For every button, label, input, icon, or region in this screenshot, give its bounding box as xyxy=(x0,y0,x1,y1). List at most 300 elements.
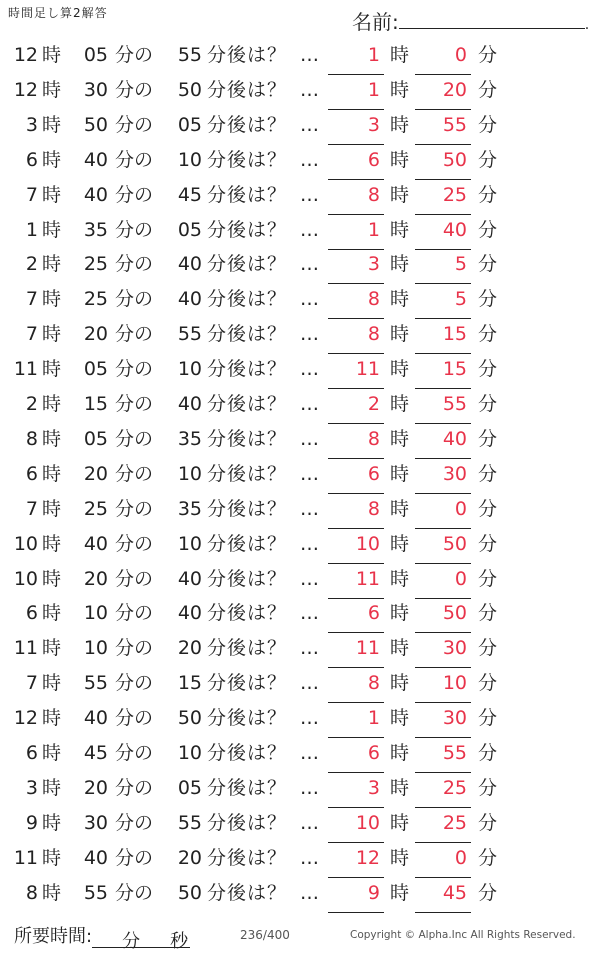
minute-label: 分 xyxy=(478,393,498,415)
minute-of-label: 分の xyxy=(115,183,154,206)
start-minute: 25 xyxy=(83,253,108,276)
start-minute: 30 xyxy=(83,78,108,101)
problem-row xyxy=(0,806,600,841)
after-label: 分後は？ xyxy=(207,846,288,869)
problem-row xyxy=(0,143,600,178)
answer-minute[interactable]: 30 xyxy=(415,457,471,494)
minute-of-label: 分の xyxy=(115,846,154,869)
start-hour: 8 xyxy=(25,881,38,904)
hour-label: 時 xyxy=(42,427,62,450)
hour-label: 時 xyxy=(390,323,410,346)
minute-label: 分 xyxy=(478,742,498,764)
after-label: 分後は？ xyxy=(207,288,288,311)
minute-label: 分 xyxy=(478,218,498,241)
hour-label: 時 xyxy=(42,881,62,904)
minute-of-label: 分の xyxy=(115,253,154,276)
name-label: 名前: xyxy=(352,10,399,34)
added-minutes: 05 xyxy=(177,776,202,799)
hour-label: 時 xyxy=(42,113,62,136)
hour-label: 時 xyxy=(390,637,410,660)
ellipsis: … xyxy=(300,323,319,346)
problem-row xyxy=(0,841,600,876)
start-hour: 12 xyxy=(13,707,38,730)
second-unit: 秒 xyxy=(170,931,189,952)
start-hour: 9 xyxy=(25,811,38,834)
hour-label: 時 xyxy=(390,113,410,136)
hour-label: 時 xyxy=(390,776,410,799)
minute-label: 分 xyxy=(478,672,498,695)
hour-label: 時 xyxy=(42,742,62,764)
hour-label: 時 xyxy=(42,323,62,346)
start-hour: 8 xyxy=(25,427,38,450)
answer-minute[interactable]: 50 xyxy=(415,596,471,633)
start-hour: 11 xyxy=(13,637,38,660)
after-label: 分後は？ xyxy=(207,78,288,101)
after-label: 分後は？ xyxy=(207,183,288,206)
minute-of-label: 分の xyxy=(115,567,154,590)
added-minutes: 10 xyxy=(177,358,202,381)
hour-label: 時 xyxy=(390,602,410,625)
start-hour: 6 xyxy=(25,462,38,485)
hour-label: 時 xyxy=(42,567,62,590)
start-hour: 10 xyxy=(13,532,38,555)
added-minutes: 50 xyxy=(177,881,202,904)
hour-label: 時 xyxy=(42,532,62,555)
hour-label: 時 xyxy=(390,358,410,381)
minute-of-label: 分の xyxy=(115,811,154,834)
answer-hour[interactable]: 8 xyxy=(328,666,384,703)
start-minute: 20 xyxy=(83,776,108,799)
minute-label: 分 xyxy=(478,288,498,311)
start-minute: 20 xyxy=(83,567,108,590)
answer-minute[interactable]: 50 xyxy=(415,527,471,564)
start-minute: 40 xyxy=(83,183,108,206)
minute-unit: 分 xyxy=(122,931,141,952)
added-minutes: 50 xyxy=(177,707,202,730)
answer-hour[interactable]: 12 xyxy=(328,841,384,878)
added-minutes: 10 xyxy=(177,462,202,485)
ellipsis: … xyxy=(300,672,319,695)
ellipsis: … xyxy=(300,218,319,241)
start-hour: 2 xyxy=(25,253,38,276)
minute-label: 分 xyxy=(478,78,498,101)
ellipsis: … xyxy=(300,253,319,276)
start-hour: 7 xyxy=(25,323,38,346)
added-minutes: 20 xyxy=(177,846,202,869)
hour-label: 時 xyxy=(42,497,62,520)
answer-minute[interactable]: 15 xyxy=(415,317,471,354)
problem-row xyxy=(0,666,600,701)
answer-hour[interactable]: 10 xyxy=(328,806,384,843)
minute-label: 分 xyxy=(478,881,498,904)
start-minute: 40 xyxy=(83,532,108,555)
answer-minute[interactable]: 0 xyxy=(415,841,471,878)
answer-minute[interactable]: 0 xyxy=(415,38,471,75)
start-hour: 11 xyxy=(13,358,38,381)
copyright-notice: Copyright © Alpha.Inc All Rights Reserved. xyxy=(350,929,576,941)
minute-of-label: 分の xyxy=(115,288,154,311)
ellipsis: … xyxy=(300,427,319,450)
start-hour: 7 xyxy=(25,497,38,520)
answer-minute[interactable]: 10 xyxy=(415,666,471,703)
ellipsis: … xyxy=(300,183,319,206)
problem-row xyxy=(0,247,600,282)
start-minute: 55 xyxy=(83,881,108,904)
answer-hour[interactable]: 2 xyxy=(328,387,384,424)
added-minutes: 55 xyxy=(177,44,202,66)
answer-minute[interactable]: 0 xyxy=(415,562,471,599)
answer-hour[interactable]: 8 xyxy=(328,492,384,529)
answer-hour[interactable]: 6 xyxy=(328,596,384,633)
hour-label: 時 xyxy=(390,567,410,590)
name-end-mark: . xyxy=(584,17,590,33)
added-minutes: 40 xyxy=(177,567,202,590)
answer-minute[interactable]: 15 xyxy=(415,352,471,389)
start-minute: 10 xyxy=(83,637,108,660)
ellipsis: … xyxy=(300,532,319,555)
hour-label: 時 xyxy=(390,218,410,241)
hour-label: 時 xyxy=(42,358,62,381)
start-minute: 25 xyxy=(83,497,108,520)
start-hour: 3 xyxy=(25,776,38,799)
answer-minute[interactable]: 50 xyxy=(415,143,471,180)
minute-of-label: 分の xyxy=(115,148,154,171)
ellipsis: … xyxy=(300,44,319,66)
answer-hour[interactable]: 9 xyxy=(328,876,384,913)
minute-label: 分 xyxy=(478,323,498,346)
hour-label: 時 xyxy=(42,288,62,311)
after-label: 分後は？ xyxy=(207,532,288,555)
ellipsis: … xyxy=(300,288,319,311)
added-minutes: 05 xyxy=(177,218,202,241)
minute-label: 分 xyxy=(478,846,498,869)
hour-label: 時 xyxy=(390,742,410,764)
ellipsis: … xyxy=(300,707,319,730)
added-minutes: 55 xyxy=(177,811,202,834)
problem-row xyxy=(0,527,600,562)
answer-minute[interactable]: 20 xyxy=(415,73,471,110)
ellipsis: … xyxy=(300,78,319,101)
answer-minute[interactable]: 30 xyxy=(415,701,471,738)
minute-of-label: 分の xyxy=(115,637,154,660)
problem-row xyxy=(0,213,600,248)
minute-of-label: 分の xyxy=(115,742,154,764)
added-minutes: 40 xyxy=(177,602,202,625)
start-hour: 11 xyxy=(13,846,38,869)
hour-label: 時 xyxy=(390,288,410,311)
problem-row xyxy=(0,317,600,352)
hour-label: 時 xyxy=(390,253,410,276)
problem-row xyxy=(0,736,600,771)
added-minutes: 55 xyxy=(177,323,202,346)
start-hour: 1 xyxy=(25,218,38,241)
answer-hour[interactable]: 1 xyxy=(328,213,384,250)
document-title: 時間足し算2解答 xyxy=(8,6,108,20)
answer-hour[interactable]: 6 xyxy=(328,143,384,180)
answer-hour[interactable]: 1 xyxy=(328,73,384,110)
answer-minute[interactable]: 25 xyxy=(415,178,471,215)
minute-of-label: 分の xyxy=(115,323,154,346)
start-minute: 55 xyxy=(83,672,108,695)
start-minute: 30 xyxy=(83,811,108,834)
ellipsis: … xyxy=(300,742,319,764)
answer-hour[interactable]: 11 xyxy=(328,631,384,668)
answer-minute[interactable]: 40 xyxy=(415,422,471,459)
added-minutes: 10 xyxy=(177,532,202,555)
name-input-line[interactable] xyxy=(399,10,585,29)
hour-label: 時 xyxy=(42,393,62,415)
added-minutes: 35 xyxy=(177,427,202,450)
answer-hour[interactable]: 11 xyxy=(328,352,384,389)
hour-label: 時 xyxy=(42,811,62,834)
after-label: 分後は？ xyxy=(207,44,288,66)
time-taken-blank[interactable] xyxy=(92,927,190,952)
after-label: 分後は？ xyxy=(207,742,288,764)
hour-label: 時 xyxy=(42,846,62,869)
start-minute: 20 xyxy=(83,462,108,485)
minute-label: 分 xyxy=(478,811,498,834)
answer-hour[interactable]: 6 xyxy=(328,457,384,494)
hour-label: 時 xyxy=(390,881,410,904)
minute-of-label: 分の xyxy=(115,462,154,485)
problem-row xyxy=(0,701,600,736)
after-label: 分後は？ xyxy=(207,602,288,625)
problem-row xyxy=(0,596,600,631)
hour-label: 時 xyxy=(42,637,62,660)
start-hour: 12 xyxy=(13,44,38,66)
problem-row xyxy=(0,73,600,108)
after-label: 分後は？ xyxy=(207,113,288,136)
minute-of-label: 分の xyxy=(115,602,154,625)
minute-of-label: 分の xyxy=(115,113,154,136)
hour-label: 時 xyxy=(390,462,410,485)
answer-hour[interactable]: 1 xyxy=(328,701,384,738)
answer-minute[interactable]: 25 xyxy=(415,806,471,843)
hour-label: 時 xyxy=(390,532,410,555)
minute-of-label: 分の xyxy=(115,358,154,381)
hour-label: 時 xyxy=(42,672,62,695)
minute-of-label: 分の xyxy=(115,707,154,730)
added-minutes: 15 xyxy=(177,672,202,695)
answer-minute[interactable]: 5 xyxy=(415,282,471,319)
added-minutes: 10 xyxy=(177,148,202,171)
minute-of-label: 分の xyxy=(115,672,154,695)
start-hour: 2 xyxy=(25,393,38,415)
after-label: 分後は？ xyxy=(207,323,288,346)
answer-hour[interactable]: 6 xyxy=(328,736,384,773)
minute-of-label: 分の xyxy=(115,44,154,66)
after-label: 分後は？ xyxy=(207,637,288,660)
answer-hour[interactable]: 3 xyxy=(328,247,384,284)
hour-label: 時 xyxy=(390,707,410,730)
problem-row xyxy=(0,282,600,317)
ellipsis: … xyxy=(300,811,319,834)
hour-label: 時 xyxy=(42,78,62,101)
problem-row xyxy=(0,352,600,387)
start-minute: 10 xyxy=(83,602,108,625)
hour-label: 時 xyxy=(42,462,62,485)
answer-minute[interactable]: 55 xyxy=(415,108,471,145)
added-minutes: 40 xyxy=(177,253,202,276)
problem-row xyxy=(0,178,600,213)
start-minute: 05 xyxy=(83,44,108,66)
ellipsis: … xyxy=(300,462,319,485)
answer-hour[interactable]: 10 xyxy=(328,527,384,564)
minute-label: 分 xyxy=(478,602,498,625)
answer-hour[interactable]: 8 xyxy=(328,178,384,215)
start-hour: 6 xyxy=(25,742,38,764)
answer-hour[interactable]: 3 xyxy=(328,108,384,145)
start-minute: 05 xyxy=(83,427,108,450)
problem-row xyxy=(0,387,600,422)
start-minute: 40 xyxy=(83,707,108,730)
start-minute: 05 xyxy=(83,358,108,381)
minute-of-label: 分の xyxy=(115,218,154,241)
added-minutes: 35 xyxy=(177,497,202,520)
ellipsis: … xyxy=(300,846,319,869)
hour-label: 時 xyxy=(390,183,410,206)
after-label: 分後は？ xyxy=(207,427,288,450)
problem-row xyxy=(0,631,600,666)
start-hour: 6 xyxy=(25,602,38,625)
answer-hour[interactable]: 11 xyxy=(328,562,384,599)
answer-minute[interactable]: 0 xyxy=(415,492,471,529)
after-label: 分後は？ xyxy=(207,218,288,241)
hour-label: 時 xyxy=(390,497,410,520)
time-taken-field xyxy=(14,922,190,952)
minute-label: 分 xyxy=(478,113,498,136)
added-minutes: 45 xyxy=(177,183,202,206)
minute-label: 分 xyxy=(478,253,498,276)
ellipsis: … xyxy=(300,881,319,904)
answer-minute[interactable]: 45 xyxy=(415,876,471,913)
after-label: 分後は？ xyxy=(207,393,288,415)
ellipsis: … xyxy=(300,393,319,415)
problem-row xyxy=(0,771,600,806)
hour-label: 時 xyxy=(42,183,62,206)
answer-minute[interactable]: 55 xyxy=(415,387,471,424)
minute-label: 分 xyxy=(478,148,498,171)
start-minute: 20 xyxy=(83,323,108,346)
minute-label: 分 xyxy=(478,44,498,66)
minute-of-label: 分の xyxy=(115,78,154,101)
ellipsis: … xyxy=(300,602,319,625)
answer-minute[interactable]: 25 xyxy=(415,771,471,808)
start-minute: 40 xyxy=(83,148,108,171)
after-label: 分後は？ xyxy=(207,776,288,799)
after-label: 分後は？ xyxy=(207,462,288,485)
after-label: 分後は？ xyxy=(207,358,288,381)
ellipsis: … xyxy=(300,497,319,520)
added-minutes: 05 xyxy=(177,113,202,136)
minute-label: 分 xyxy=(478,707,498,730)
ellipsis: … xyxy=(300,637,319,660)
minute-of-label: 分の xyxy=(115,497,154,520)
answer-hour[interactable]: 8 xyxy=(328,422,384,459)
minute-of-label: 分の xyxy=(115,427,154,450)
after-label: 分後は？ xyxy=(207,148,288,171)
hour-label: 時 xyxy=(42,253,62,276)
answer-minute[interactable]: 5 xyxy=(415,247,471,284)
minute-label: 分 xyxy=(478,776,498,799)
after-label: 分後は？ xyxy=(207,497,288,520)
after-label: 分後は？ xyxy=(207,567,288,590)
answer-minute[interactable]: 55 xyxy=(415,736,471,773)
start-minute: 15 xyxy=(83,393,108,415)
problem-row xyxy=(0,876,600,911)
minute-of-label: 分の xyxy=(115,881,154,904)
minute-label: 分 xyxy=(478,567,498,590)
hour-label: 時 xyxy=(42,707,62,730)
start-minute: 35 xyxy=(83,218,108,241)
problem-row xyxy=(0,108,600,143)
start-hour: 7 xyxy=(25,183,38,206)
hour-label: 時 xyxy=(390,672,410,695)
hour-label: 時 xyxy=(42,44,62,66)
start-hour: 6 xyxy=(25,148,38,171)
minute-label: 分 xyxy=(478,358,498,381)
problem-row xyxy=(0,422,600,457)
page-number: 236/400 xyxy=(240,928,290,942)
answer-hour[interactable]: 1 xyxy=(328,38,384,75)
answer-minute[interactable]: 40 xyxy=(415,213,471,250)
hour-label: 時 xyxy=(390,393,410,415)
start-minute: 25 xyxy=(83,288,108,311)
hour-label: 時 xyxy=(390,78,410,101)
problem-row xyxy=(0,562,600,597)
hour-label: 時 xyxy=(42,218,62,241)
start-hour: 10 xyxy=(13,567,38,590)
hour-label: 時 xyxy=(42,776,62,799)
start-hour: 3 xyxy=(25,113,38,136)
start-hour: 7 xyxy=(25,288,38,311)
minute-label: 分 xyxy=(478,497,498,520)
start-minute: 50 xyxy=(83,113,108,136)
start-hour: 7 xyxy=(25,672,38,695)
minute-label: 分 xyxy=(478,183,498,206)
minute-label: 分 xyxy=(478,462,498,485)
ellipsis: … xyxy=(300,776,319,799)
minute-of-label: 分の xyxy=(115,776,154,799)
minute-of-label: 分の xyxy=(115,393,154,415)
hour-label: 時 xyxy=(42,602,62,625)
after-label: 分後は？ xyxy=(207,253,288,276)
problem-row xyxy=(0,457,600,492)
answer-minute[interactable]: 30 xyxy=(415,631,471,668)
after-label: 分後は？ xyxy=(207,707,288,730)
added-minutes: 20 xyxy=(177,637,202,660)
hour-label: 時 xyxy=(390,846,410,869)
ellipsis: … xyxy=(300,148,319,171)
answer-hour[interactable]: 3 xyxy=(328,771,384,808)
hour-label: 時 xyxy=(390,811,410,834)
hour-label: 時 xyxy=(390,427,410,450)
ellipsis: … xyxy=(300,113,319,136)
problem-row xyxy=(0,492,600,527)
start-minute: 40 xyxy=(83,846,108,869)
problem-row xyxy=(0,38,600,73)
answer-hour[interactable]: 8 xyxy=(328,317,384,354)
hour-label: 時 xyxy=(42,148,62,171)
start-minute: 45 xyxy=(83,742,108,764)
ellipsis: … xyxy=(300,567,319,590)
answer-hour[interactable]: 8 xyxy=(328,282,384,319)
ellipsis: … xyxy=(300,358,319,381)
minute-label: 分 xyxy=(478,532,498,555)
minute-of-label: 分の xyxy=(115,532,154,555)
added-minutes: 40 xyxy=(177,288,202,311)
after-label: 分後は？ xyxy=(207,672,288,695)
